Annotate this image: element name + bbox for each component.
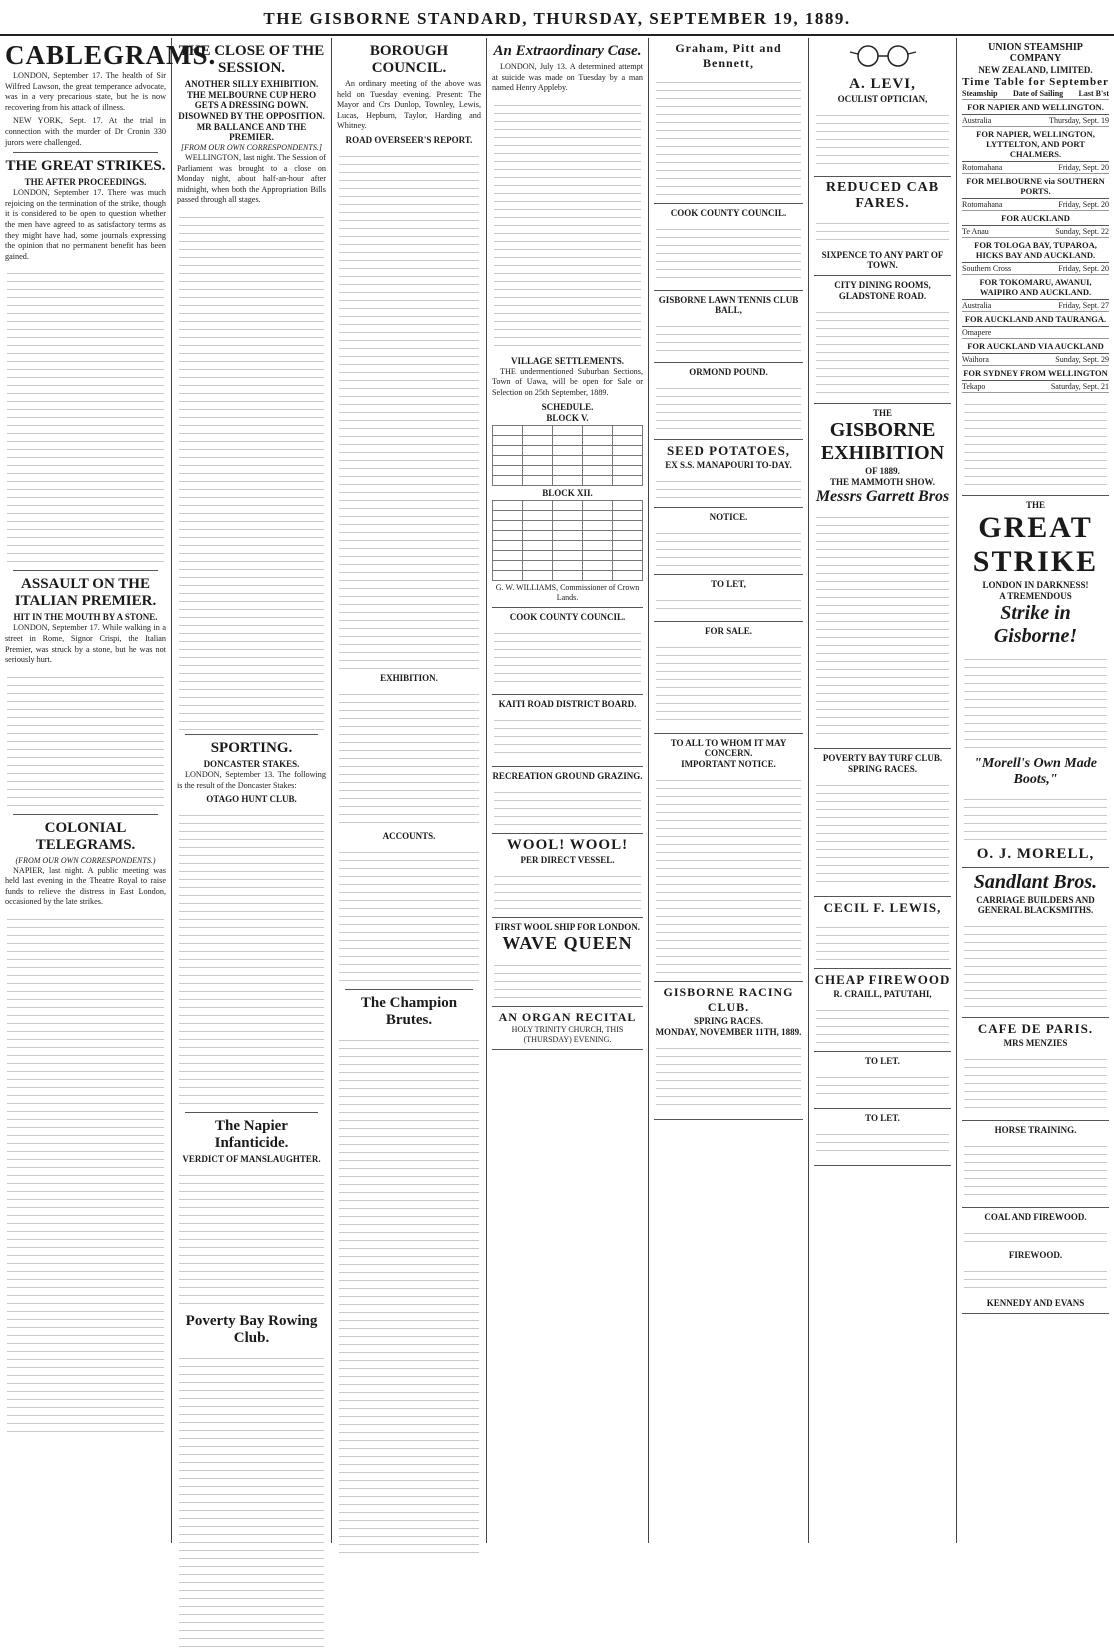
column-notices <box>649 38 809 1543</box>
article-text-block <box>339 149 479 669</box>
cablegrams-heading: CABLEGRAMS. <box>5 40 217 70</box>
article-text-block <box>7 266 164 566</box>
col-date: Date of Sailing <box>1012 89 1064 98</box>
sporting-heading: SPORTING. <box>210 739 293 756</box>
exhibition-subheading: OF 1889. <box>865 466 900 476</box>
ad-text-block <box>816 1127 949 1157</box>
turf-subheading: SPRING RACES. <box>847 764 917 774</box>
forsale-ad <box>654 622 803 734</box>
doncaster-paragraph: LONDON, September 13. The following is the result of the Doncaster Stakes: <box>177 769 326 790</box>
seed-ad <box>654 440 803 508</box>
horse-ad <box>962 1121 1109 1208</box>
kennedy-name: KENNEDY AND EVANS <box>986 1298 1085 1308</box>
timetable-heading: Time Table for September <box>962 76 1109 88</box>
tolet-ad-1 <box>814 1052 951 1109</box>
village-signature: G. W. WILLIAMS, Commissioner of Crown Lands. <box>495 582 640 602</box>
cafe-subheading: MRS MENZIES <box>1003 1038 1068 1048</box>
organ-subheading: HOLY TRINITY CHURCH, THIS (THURSDAY) EVENING. <box>511 1024 624 1044</box>
ad-text-block <box>816 108 949 168</box>
ormond-ad <box>654 363 803 440</box>
tolet-heading: TO LET, <box>711 579 746 589</box>
strike-pre: THE <box>1025 500 1045 510</box>
route-heading: FOR TOKOMARU, AWANUI, WAIPIRO AND AUCKLAND. <box>962 275 1109 300</box>
route-date: Sunday, Sept. 22 <box>1055 227 1109 236</box>
ad-text-block <box>656 593 801 613</box>
ad-text-block <box>816 216 949 246</box>
route-heading: FOR SYDNEY FROM WELLINGTON <box>962 366 1109 381</box>
route-row <box>962 263 1109 275</box>
cable-paragraph: LONDON, September 17. The health of Sir Wilfred Lawson, the great temperance advocate, was in a very precarious state, but he is now recovering from his attack of illness. <box>5 71 166 112</box>
cook-council-ad <box>492 608 643 695</box>
lewis-ad <box>814 897 951 969</box>
seed-heading: SEED POTATOES, <box>666 443 791 458</box>
session-byline: [FROM OUR OWN CORRESPONDENTS.] <box>181 143 322 152</box>
seed-subheading: EX S.S. MANAPOURI TO-DAY. <box>665 460 792 470</box>
garrett-heading: Messrs Garrett Bros <box>815 488 950 505</box>
ad-text-block <box>816 920 949 960</box>
ad-text-block <box>964 1139 1107 1199</box>
route-heading: FOR NAPIER, WELLINGTON, LYTTELTON, AND PORT CHALMERS. <box>962 127 1109 162</box>
tolet-ad <box>654 575 803 622</box>
article-text-block <box>179 808 324 1108</box>
notice-ad <box>654 508 803 575</box>
session-heading: THE CLOSE OF THE SESSION. <box>178 43 325 76</box>
column-council <box>332 38 487 1543</box>
route-date: Friday, Sept. 20 <box>1058 163 1109 172</box>
usco-heading: UNION STEAMSHIP COMPANY <box>988 42 1083 64</box>
divider <box>13 814 158 815</box>
morell-name: O. J. MORELL, <box>976 846 1095 862</box>
ad-text-block <box>816 778 949 888</box>
overseer-subheading: ROAD OVERSEER'S REPORT. <box>345 134 473 145</box>
tolet-ad-2 <box>814 1109 951 1166</box>
route-ship: Tekapo <box>962 382 986 391</box>
ad-text-block <box>964 1264 1107 1294</box>
tolet-heading: TO LET. <box>865 1056 900 1066</box>
organ-heading: AN ORGAN RECITAL <box>498 1009 637 1024</box>
graham-ad <box>654 38 803 204</box>
organ-ad <box>492 1007 643 1050</box>
horse-heading: HORSE TRAINING. <box>994 1125 1077 1135</box>
forsale-heading: FOR SALE. <box>704 626 752 636</box>
route-date: Friday, Sept. 20 <box>1058 264 1109 273</box>
cab-subheading: SIXPENCE TO ANY PART OF TOWN. <box>821 250 944 270</box>
tennis-heading: GISBORNE LAWN TENNIS CLUB BALL, <box>658 295 799 315</box>
column-shipping <box>957 38 1114 1543</box>
case-paragraph: LONDON, July 13. A determined attempt at suicide was made on Tuesday by a man named Henry Appleby. <box>492 62 643 93</box>
tennis-ad <box>654 291 803 363</box>
article-text-block <box>7 670 164 810</box>
ad-text-block <box>656 381 801 431</box>
article-text-block <box>494 98 641 348</box>
route-ship: Rotomahana <box>962 163 1003 172</box>
usco-subheading: NEW ZEALAND, LIMITED. <box>978 65 1093 75</box>
wool-ad <box>492 834 643 918</box>
recreation-heading: RECREATION GROUND GRAZING. <box>492 770 643 781</box>
divider <box>345 989 473 990</box>
racing-date: MONDAY, NOVEMBER 11TH, 1889. <box>655 1027 802 1037</box>
route-ship: Waihora <box>962 355 989 364</box>
strike-gisborne: Strike in Gisborne! <box>993 602 1078 647</box>
case-heading: An Extraordinary Case. <box>493 43 642 59</box>
cafe-heading: CAFE DE PARIS. <box>977 1021 1094 1036</box>
route-row <box>962 300 1109 312</box>
ad-text-block <box>656 222 801 282</box>
route-row <box>962 381 1109 393</box>
ad-text-block <box>964 1052 1107 1112</box>
otago-subheading: OTAGO HUNT CLUB. <box>206 794 297 805</box>
timetable-routes <box>962 100 1109 393</box>
route-ship: Rotomahana <box>962 200 1003 209</box>
route-ship: Te Anau <box>962 227 989 236</box>
colonial-paragraph: NAPIER, last night. A public meeting was held last evening in the Theatre Royal to raise funds to relieve the distress in East London, occasioned by the late strikes. <box>5 865 166 907</box>
route-heading: FOR AUCKLAND AND TAURANGA. <box>962 312 1109 327</box>
wool-subheading: PER DIRECT VESSEL. <box>520 854 615 865</box>
ad-text-block <box>494 958 641 998</box>
village-ad <box>492 352 643 608</box>
firewood-heading: CHEAP FIREWOOD <box>814 972 951 987</box>
schedule-table <box>492 425 643 486</box>
racing-heading: GISBORNE RACING CLUB. <box>663 985 794 1014</box>
ad-text-block <box>964 792 1107 842</box>
firewood-subheading: FIREWOOD. <box>1008 1250 1063 1260</box>
kaiti-ad <box>492 695 643 767</box>
article-text-block <box>179 1168 324 1308</box>
turf-heading: POVERTY BAY TURF CLUB. <box>822 753 943 763</box>
notice-heading: NOTICE. <box>709 512 748 522</box>
racing-subheading: SPRING RACES. <box>693 1016 763 1026</box>
coal-ad <box>962 1208 1109 1314</box>
ad-text-block <box>816 510 949 740</box>
divider <box>185 1112 318 1113</box>
strikes-paragraph: LONDON, September 17. There was much rejoicing on the termination of the strike, though it is considered to be open to question whether the men have agreed to as satisfactory terms as they might have had, some journals expressing the opinion that no permanent benefit has been gained. <box>5 188 166 261</box>
graham-heading: Graham, Pitt and Bennett, <box>675 41 782 70</box>
racing-ad <box>654 982 803 1120</box>
col-last: Last B'st <box>1078 89 1109 98</box>
assault-paragraph: LONDON, September 17. While walking in a street in Rome, Signor Crispi, the Italian Premier, was struck by a stone, but he was not seriously hurt. <box>5 623 166 665</box>
ad-text-block <box>656 773 801 973</box>
route-ship: Omapere <box>962 328 992 337</box>
spectacles-icon <box>848 43 918 69</box>
route-ship: Australia <box>962 116 992 125</box>
article-text-block <box>339 845 479 985</box>
exhibition-ad <box>814 404 951 749</box>
ad-text-block <box>656 640 801 725</box>
session-subheading: THE MELBOURNE CUP HERO GETS A DRESSING DOWN. <box>186 90 317 110</box>
block-v-label: BLOCK V. <box>546 412 589 423</box>
assault-heading: ASSAULT ON THE ITALIAN PREMIER. <box>14 576 157 610</box>
route-row <box>962 199 1109 211</box>
dining-subheading: GLADSTONE ROAD. <box>838 291 927 301</box>
exhibition-heading: GISBORNE EXHIBITION <box>820 419 945 464</box>
article-text-block <box>179 210 324 730</box>
ad-text-block <box>494 869 641 909</box>
cook-council-heading: COOK COUNTY COUNCIL. <box>509 611 626 622</box>
concern-ad <box>654 734 803 982</box>
strikes-heading: THE GREAT STRIKES. <box>5 158 166 175</box>
schedule-heading: SCHEDULE. <box>541 401 594 412</box>
route-heading: FOR TOLOGA BAY, TUPAROA, HICKS BAY AND AUCKLAND. <box>962 238 1109 263</box>
sandlant-heading: Sandlant Bros. <box>973 871 1098 893</box>
ad-text-block <box>494 626 641 686</box>
village-paragraph: THE undermentioned Suburban Sections, Town of Uawa, will be open for Sale or Selection on 25th September, 1889. <box>492 366 643 397</box>
column-session <box>172 38 332 1543</box>
route-ship: Southern Cross <box>962 264 1012 273</box>
strike-heading: GREAT STRIKE <box>972 511 1099 578</box>
craill-name: R. CRAILL, PATUTAHI, <box>833 989 932 999</box>
tolet-heading: TO LET. <box>865 1113 900 1123</box>
ad-text-block <box>964 1226 1107 1246</box>
levi-ad <box>814 38 951 177</box>
exhibition-pre: THE <box>872 408 892 418</box>
block-xii-label: BLOCK XII. <box>542 487 593 498</box>
colonial-heading: COLONIAL TELEGRAMS. <box>35 819 136 853</box>
divider <box>185 734 318 735</box>
ship-name: WAVE QUEEN <box>502 932 633 953</box>
session-paragraph: WELLINGTON, last night. The Session of Parliament was brought to a close on Monday night, about half-an-hour after midnight, when both the Appropriation Bills passed through all stages. <box>177 153 326 205</box>
ad-text-block <box>964 397 1107 487</box>
morell-quote: "Morell's Own Made Boots," <box>974 756 1097 787</box>
turf-ad <box>814 749 951 897</box>
column-cablegrams <box>0 38 217 1543</box>
kaiti-heading: KAITI ROAD DISTRICT BOARD. <box>498 698 637 709</box>
ad-text-block <box>494 785 641 825</box>
napier-heading: The Napier Infanticide. <box>214 1118 289 1152</box>
session-subheading: MR BALLANCE AND THE PREMIER. <box>196 122 307 142</box>
route-date: Saturday, Sept. 21 <box>1050 382 1109 391</box>
usco-ad <box>962 38 1109 496</box>
strikes-subheading: THE AFTER PROCEEDINGS. <box>24 177 147 188</box>
concern-heading: TO ALL TO WHOM IT MAY CONCERN. <box>670 738 787 758</box>
levi-subheading: OCULIST OPTICIAN, <box>837 94 928 104</box>
article-text-block <box>339 1033 479 1553</box>
ship-heading: FIRST WOOL SHIP FOR LONDON. <box>495 921 640 932</box>
route-heading: FOR AUCKLAND VIA AUCKLAND <box>962 339 1109 354</box>
dining-ad <box>814 276 951 404</box>
ad-text-block <box>964 652 1107 752</box>
ad-text-block <box>816 1003 949 1043</box>
colonial-byline: (FROM OUR OWN CORRESPONDENTS.) <box>15 855 156 865</box>
recreation-ad <box>492 767 643 834</box>
sandlant-subheading: CARRIAGE BUILDERS AND GENERAL BLACKSMITHS. <box>976 895 1095 915</box>
cafe-ad <box>962 1018 1109 1121</box>
assault-subheading: HIT IN THE MOUTH BY A STONE. <box>13 612 158 623</box>
divider <box>13 152 158 153</box>
route-row <box>962 354 1109 366</box>
lewis-heading: CECIL F. LEWIS, <box>823 900 942 915</box>
rowing-heading: Poverty Bay Rowing Club. <box>185 1313 318 1347</box>
ad-text-block <box>816 1070 949 1100</box>
col-steamship: Steamship <box>962 89 998 98</box>
strike-subheading-2: A TREMENDOUS <box>999 591 1072 601</box>
newspaper-title: THE GISBORNE STANDARD, THURSDAY, SEPTEMBER 19, 1889. <box>263 9 851 28</box>
council-paragraph: An ordinary meeting of the above was held on Tuesday evening. Present: The Mayor and Crs Dunlop, Townley, Lewis, Lucas, Hepburn, Taylor, Harding and Whitney. <box>337 79 481 131</box>
strike-ad <box>962 496 1109 868</box>
ad-text-block <box>816 305 949 395</box>
route-date: Friday, Sept. 27 <box>1058 301 1109 310</box>
cook-ad <box>654 204 803 291</box>
wool-heading: WOOL! WOOL! <box>506 836 629 853</box>
champion-heading: The Champion Brutes. <box>360 994 458 1028</box>
ormond-heading: ORMOND POUND. <box>689 367 768 377</box>
ad-text-block <box>494 713 641 758</box>
mammoth-subheading: THE MAMMOTH SHOW. <box>830 477 935 487</box>
route-date: Sunday, Sept. 29 <box>1055 355 1109 364</box>
cab-heading: REDUCED CAB FARES. <box>825 180 940 211</box>
village-heading: VILLAGE SETTLEMENTS. <box>510 355 625 366</box>
ad-text-block <box>656 75 801 195</box>
ad-text-block <box>656 1041 801 1111</box>
cab-ad <box>814 177 951 276</box>
article-text-block <box>179 1351 324 1651</box>
doncaster-subheading: DONCASTER STAKES. <box>203 758 300 769</box>
cook-heading: COOK COUNTY COUNCIL. <box>670 208 787 218</box>
ad-text-block <box>656 526 801 566</box>
strike-subheading: LONDON IN DARKNESS! <box>982 580 1089 590</box>
exhibition-subheading: EXHIBITION. <box>380 672 438 683</box>
route-heading: FOR AUCKLAND <box>962 211 1109 226</box>
route-ship: Australia <box>962 301 992 310</box>
firewood-ad <box>814 969 951 1052</box>
schedule-table <box>492 500 643 581</box>
ship-ad <box>492 918 643 1007</box>
route-heading: FOR NAPIER AND WELLINGTON. <box>962 100 1109 115</box>
napier-subheading: VERDICT OF MANSLAUGHTER. <box>182 1154 321 1165</box>
levi-name: A. LEVI, <box>849 76 916 92</box>
session-subheading: ANOTHER SILLY EXHIBITION. <box>184 79 319 89</box>
route-heading: FOR MELBOURNE via SOUTHERN PORTS. <box>962 174 1109 199</box>
ad-text-block <box>656 474 801 499</box>
route-date: Friday, Sept. 20 <box>1058 200 1109 209</box>
divider <box>13 570 158 571</box>
timetable-header-row <box>962 88 1109 100</box>
important-subheading: IMPORTANT NOTICE. <box>681 759 776 769</box>
route-row <box>962 327 1109 339</box>
cable-paragraph: NEW YORK, Sept. 17. At the trial in connection with the murder of Dr Cronin 330 jurors were challenged. <box>5 116 166 147</box>
route-row <box>962 115 1109 127</box>
ad-text-block <box>964 919 1107 1009</box>
session-subheading: DISOWNED BY THE OPPOSITION. <box>178 111 325 121</box>
route-row <box>962 226 1109 238</box>
column-case <box>487 38 649 1543</box>
ad-text-block <box>656 319 801 354</box>
coal-heading: COAL AND FIREWOOD. <box>984 1212 1087 1222</box>
sandlant-ad <box>962 868 1109 1018</box>
dining-heading: CITY DINING ROOMS, <box>834 280 931 290</box>
accounts-subheading: ACCOUNTS. <box>382 830 436 841</box>
article-text-block <box>7 912 164 1432</box>
masthead <box>0 0 1114 36</box>
route-date: Thursday, Sept. 19 <box>1049 116 1109 125</box>
route-row <box>962 162 1109 174</box>
article-text-block <box>339 687 479 827</box>
column-ads <box>809 38 957 1543</box>
council-heading: BOROUGH COUNCIL. <box>369 43 449 76</box>
